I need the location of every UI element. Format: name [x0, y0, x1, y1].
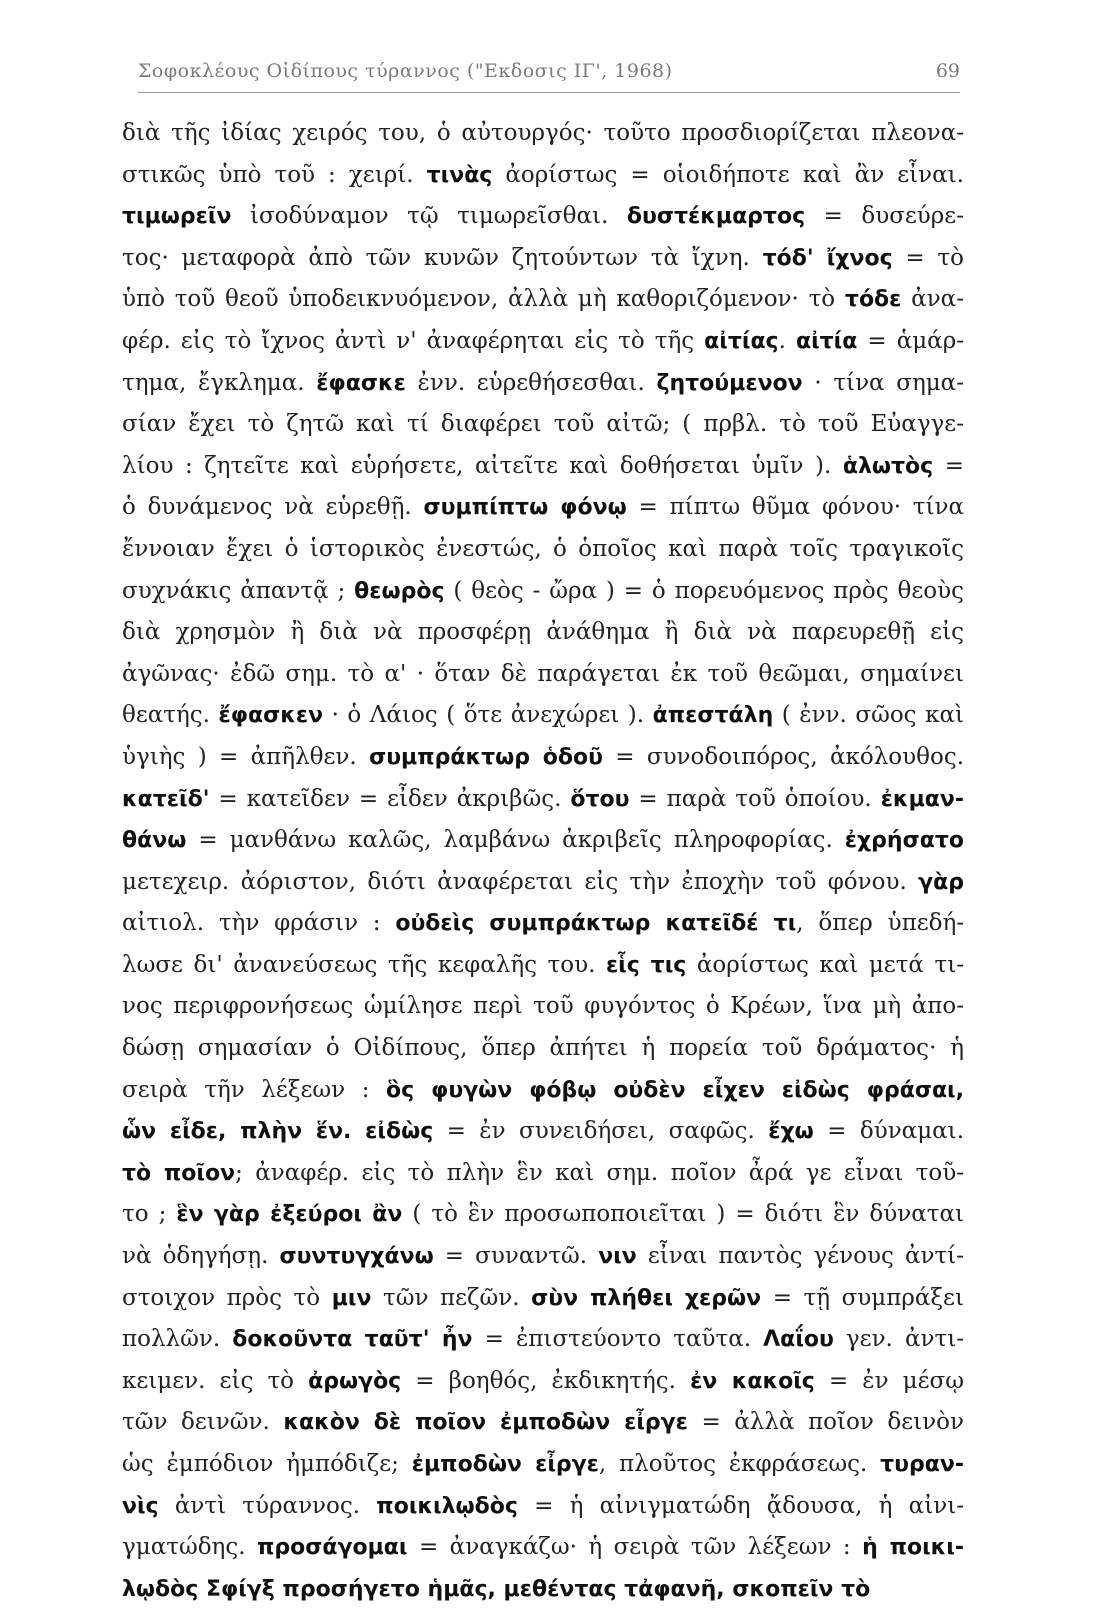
gloss-text: συχνάκις ἀπαντᾷ ;: [122, 577, 355, 604]
text-line: [122, 571, 964, 613]
lemma-term: ἐμποδὼν εἶργε: [411, 1452, 599, 1477]
gloss-text: .: [778, 327, 796, 354]
gloss-text: τῶν δεινῶν.: [122, 1409, 284, 1436]
gloss-text: πολλῶν.: [122, 1326, 233, 1353]
gloss-text: · τίνα σημα-: [802, 369, 964, 396]
text-line: [122, 1527, 964, 1569]
gloss-text: σειρὰ τῆν λέξεων :: [122, 1076, 387, 1103]
gloss-text: λίου : ζητεῖτε καὶ εὑρήσετε, αἰτεῖτε καὶ δοθήσεται ὑμῖν ).: [122, 452, 843, 479]
lemma-term: ὃς φυγὼν φόβῳ οὐδὲν εἶχεν εἰδὼς φράσαι,: [386, 1077, 964, 1103]
lemma-term: γὰρ: [918, 869, 964, 895]
text-line: [122, 612, 964, 654]
gloss-text: = συνοδοιπόρος, ἀκόλουθος.: [602, 743, 964, 770]
lemma-term: ποικιλῳδὸς: [376, 1493, 518, 1519]
lemma-term: ζητούμενον: [656, 370, 803, 396]
text-line: [122, 695, 964, 737]
text-line: [122, 737, 964, 779]
lemma-term: ἁλωτὸς: [842, 453, 934, 479]
lemma-term: τόδε: [844, 287, 902, 313]
lemma-term: ἐν κακοῖς: [690, 1368, 815, 1394]
gloss-text: ( τὸ ἓν προσωποποιεῖται ) = διότι ἓν δύναται: [402, 1201, 964, 1228]
gloss-text: ἀντὶ τύραννος.: [158, 1492, 377, 1519]
gloss-text: ἀγῶνας· ἐδῶ σημ. τὸ α' · ὅταν δὲ παράγεται ἐκ τοῦ θεῶμαι, σημαίνει: [122, 660, 964, 687]
text-line: [122, 945, 964, 987]
lemma-term: τὸ ποῖον: [122, 1160, 236, 1186]
gloss-text: διὰ χρησμὸν ἢ διὰ νὰ προσφέρῃ ἀνάθημα ἢ διὰ νὰ παρευρεθῇ εἰς: [122, 619, 964, 646]
page-number: 69: [935, 60, 960, 82]
gloss-text: = δύναμαι.: [813, 1118, 964, 1145]
gloss-text: ; ἀναφέρ. εἰς τὸ πλὴν ἓν καὶ σημ. ποῖον ἆρά γε εἶναι τοῦ-: [235, 1159, 964, 1186]
gloss-text: = ἡ αἰνιγματώδη ᾄδουσα, ἡ αἰνι-: [517, 1492, 964, 1519]
gloss-text: , πλοῦτος ἐκφράσεως.: [598, 1451, 881, 1477]
gloss-text: = ἁμάρ-: [857, 327, 964, 354]
gloss-text: = κατεῖδεν = εἶδεν ἀκριβῶς.: [209, 785, 571, 812]
text-line: [122, 820, 964, 862]
gloss-text: ἰσοδύναμον τῷ τιμωρεῖσθαι.: [231, 203, 627, 230]
lemma-term: προσάγομαι: [256, 1535, 408, 1561]
gloss-text: =: [933, 452, 964, 479]
text-line: [122, 1319, 964, 1361]
lemma-term: τινὰς: [426, 162, 493, 188]
gloss-text: αἰτιολ. τὴν φράσιν :: [122, 910, 396, 937]
commentary-text: [122, 113, 964, 1610]
text-line: [122, 1153, 964, 1195]
gloss-text: = συναντῶ.: [433, 1243, 599, 1270]
text-line: [122, 321, 964, 363]
text-line: [122, 529, 964, 571]
lemma-term: νὶς: [122, 1493, 159, 1519]
lemma-term: οὐδεὶς συμπράκτωρ κατεῖδέ τι: [395, 911, 797, 937]
text-line: [122, 279, 964, 321]
gloss-text: ἀορίστως = οἱοιδήποτε καὶ ἂν εἶναι.: [492, 161, 964, 188]
text-line: [122, 986, 964, 1028]
text-line: [122, 196, 964, 238]
gloss-text: = ἐν μέσῳ: [814, 1367, 964, 1394]
text-line: [122, 487, 964, 529]
text-line: [122, 446, 964, 488]
gloss-text: · ὁ Λάιος ( ὅτε ἀνεχώρει ).: [323, 702, 653, 729]
gloss-text: τος· μεταφορὰ ἀπὸ τῶν κυνῶν ζητούντων τὰ ἴχνη.: [122, 244, 763, 271]
page-header: [138, 58, 960, 93]
gloss-text: = ἀλλὰ ποῖον δεινὸν: [687, 1409, 964, 1436]
lemma-term: ὧν εἶδε, πλὴν ἕν. εἰδὼς: [122, 1119, 434, 1145]
text-line: [122, 1444, 964, 1486]
text-line: [122, 1070, 964, 1112]
running-head: Σοφοκλέους Οἰδίπους τύραννος ("Εκδοσις ΙΓ', 1968): [138, 60, 673, 82]
gloss-text: ὑπὸ τοῦ θεοῦ ὑποδεικνυόμενον, ἀλλὰ μὴ καθοριζόμενον· τὸ: [122, 286, 845, 313]
gloss-text: το ;: [122, 1201, 177, 1228]
lemma-term: ἡ ποικι-: [862, 1535, 964, 1561]
lemma-term: ἓν γὰρ ἐξεύροι ἂν: [176, 1202, 403, 1228]
gloss-text: κειμεν. εἰς τὸ: [122, 1367, 309, 1394]
lemma-term: δοκοῦντα ταῦτ' ἦν: [232, 1327, 473, 1353]
text-line: [122, 1194, 964, 1236]
text-line: [122, 1569, 964, 1610]
text-line: [122, 1486, 964, 1528]
gloss-text: σίαν ἔχει τὸ ζητῶ καὶ τί διαφέρει τοῦ αἰτῶ; ( πρβλ. τὸ τοῦ Εὐαγγε-: [122, 411, 964, 438]
lemma-term: νιν: [598, 1244, 637, 1270]
lemma-term: κακὸν δὲ ποῖον ἐμποδὼν εἶργε: [283, 1410, 688, 1436]
text-line: [122, 404, 964, 446]
gloss-text: ἔννοιαν ἔχει ὁ ἱστορικὸς ἐνεστώς, ὁ ὁποῖος καὶ παρὰ τοῖς τραγικοῖς: [122, 535, 964, 562]
lemma-term: συμπίπτω φόνῳ: [423, 495, 627, 521]
gloss-text: ὑγιὴς ) = ἀπῆλθεν.: [122, 743, 370, 770]
lemma-term: σὺν πλήθει χερῶν: [531, 1285, 762, 1311]
gloss-text: γματώδης.: [122, 1534, 257, 1561]
lemma-term: ἀπεστάλη: [652, 703, 774, 729]
gloss-text: εἶναι παντὸς γένους ἀντί-: [636, 1243, 964, 1270]
gloss-text: = πίπτω θῦμα φόνου· τίνα: [626, 494, 964, 521]
gloss-text: = τῇ συμπράξει: [761, 1284, 964, 1311]
gloss-text: = παρὰ τοῦ ὁποίου.: [629, 785, 881, 812]
text-line: [122, 1278, 964, 1320]
lemma-term: ὅτου: [570, 786, 630, 812]
text-line: [122, 1361, 964, 1403]
text-line: [122, 654, 964, 696]
lemma-term: θάνω: [122, 828, 187, 854]
gloss-text: στικῶς ὑπὸ τοῦ : χειρί.: [122, 161, 427, 188]
gloss-text: τημα, ἔγκλημα.: [122, 369, 317, 396]
gloss-text: ( ἐνν. σῶος καὶ: [773, 702, 964, 729]
gloss-text: = ἀναγκάζω· ἡ σειρὰ τῶν λέξεων :: [407, 1534, 863, 1561]
gloss-text: λωσε δι' ἀνανεύσεως τῆς κεφαλῆς του.: [122, 951, 606, 978]
gloss-text: ὁ δυνάμενος νὰ εὑρεθῇ.: [122, 494, 424, 521]
lemma-term: ἔχω: [768, 1119, 814, 1145]
lemma-term: θεωρὸς: [354, 578, 445, 604]
text-line: [122, 155, 964, 197]
gloss-text: = ἐπιστεύοντο ταῦτα.: [472, 1326, 764, 1353]
gloss-text: μετεχειρ. ἀόριστον, διότι ἀναφέρεται εἰς τὴν ἐποχὴν τοῦ φόνου.: [122, 868, 919, 895]
lemma-term: ἐχρήσατο: [844, 828, 964, 854]
lemma-term: ἀρωγὸς: [308, 1368, 402, 1394]
gloss-text: διὰ τῆς ἰδίας χειρός του, ὁ αὐτουργός· τοῦτο προσδιορίζεται πλεονα-: [122, 120, 964, 146]
gloss-text: δώσῃ σημασίαν ὁ Οἰδίπους, ὅπερ ἀπήτει ἡ πορεία τοῦ δράματος· ἡ: [122, 1035, 964, 1062]
gloss-text: γεν. ἀντι-: [833, 1326, 964, 1353]
text-line: [122, 1028, 964, 1070]
text-line: [122, 779, 964, 821]
gloss-text: τῶν πεζῶν.: [371, 1284, 532, 1311]
lemma-term: Λαΐου: [763, 1327, 834, 1353]
gloss-text: φέρ. εἰς τὸ ἴχνος ἀντὶ ν' ἀναφέρηται εἰς τὸ τῆς: [122, 327, 705, 354]
text-line: [122, 363, 964, 405]
gloss-text: ἀορίστως καὶ μετά τι-: [686, 951, 964, 978]
gloss-text: ( θεὸς - ὤρα ) = ὁ πορευόμενος πρὸς θεοὺς: [444, 577, 964, 604]
lemma-term: μιν: [331, 1285, 372, 1311]
gloss-text: ἀνα-: [901, 286, 964, 313]
gloss-text: = ἐν συνειδήσει, σαφῶς.: [433, 1118, 769, 1145]
lemma-term: λῳδὸς Σφίγξ προσήγετο ἡμᾶς, μεθέντας τἀφανῆ, σκοπεῖν τὸ: [122, 1576, 871, 1602]
text-line: [122, 1111, 964, 1153]
lemma-term: τόδ' ἴχνος: [762, 245, 893, 271]
gloss-text: ἐνν. εὑρεθήσεσθαι.: [405, 369, 657, 396]
lemma-term: ἔφασκε: [316, 370, 406, 396]
text-line: [122, 862, 964, 904]
gloss-text: , ὅπερ ὑπεδή-: [796, 910, 964, 937]
gloss-text: θεατής.: [122, 702, 219, 729]
gloss-text: ὡς ἐμπόδιον ἠμπόδιζε;: [122, 1451, 412, 1477]
text-line: [122, 1236, 964, 1278]
lemma-term: εἷς τις: [605, 952, 687, 978]
gloss-text: = δυσεύρε-: [805, 203, 964, 230]
gloss-text: νὰ ὁδηγήσῃ.: [122, 1243, 280, 1270]
lemma-term: κατεῖδ': [122, 786, 210, 812]
text-line: [122, 903, 964, 945]
lemma-term: συμπράκτωρ ὁδοῦ: [369, 744, 603, 770]
gloss-text: στοιχον πρὸς τὸ: [122, 1284, 332, 1311]
lemma-term: τυραν-: [880, 1452, 964, 1477]
lemma-term: αἰτία: [795, 328, 858, 354]
gloss-text: = βοηθός, ἐκδικητής.: [401, 1367, 691, 1394]
lemma-term: αἰτίας: [704, 328, 779, 354]
text-line: [122, 1402, 964, 1444]
gloss-text: = μανθάνω καλῶς, λαμβάνω ἀκριβεῖς πληροφορίας.: [186, 827, 845, 854]
gloss-text: νος περιφρονήσεως ὡμίλησε περὶ τοῦ φυγόντος ὁ Κρέων, ἵνα μὴ ἀπο-: [122, 993, 964, 1020]
lemma-term: ἔφασκεν: [218, 703, 324, 729]
lemma-term: τιμωρεῖν: [122, 204, 232, 230]
lemma-term: συντυγχάνω: [279, 1244, 434, 1270]
text-line: [122, 113, 964, 155]
lemma-term: ἐκμαν-: [880, 786, 964, 812]
lemma-term: δυστέκμαρτος: [626, 204, 806, 230]
text-line: [122, 238, 964, 280]
gloss-text: = τὸ: [892, 244, 964, 271]
